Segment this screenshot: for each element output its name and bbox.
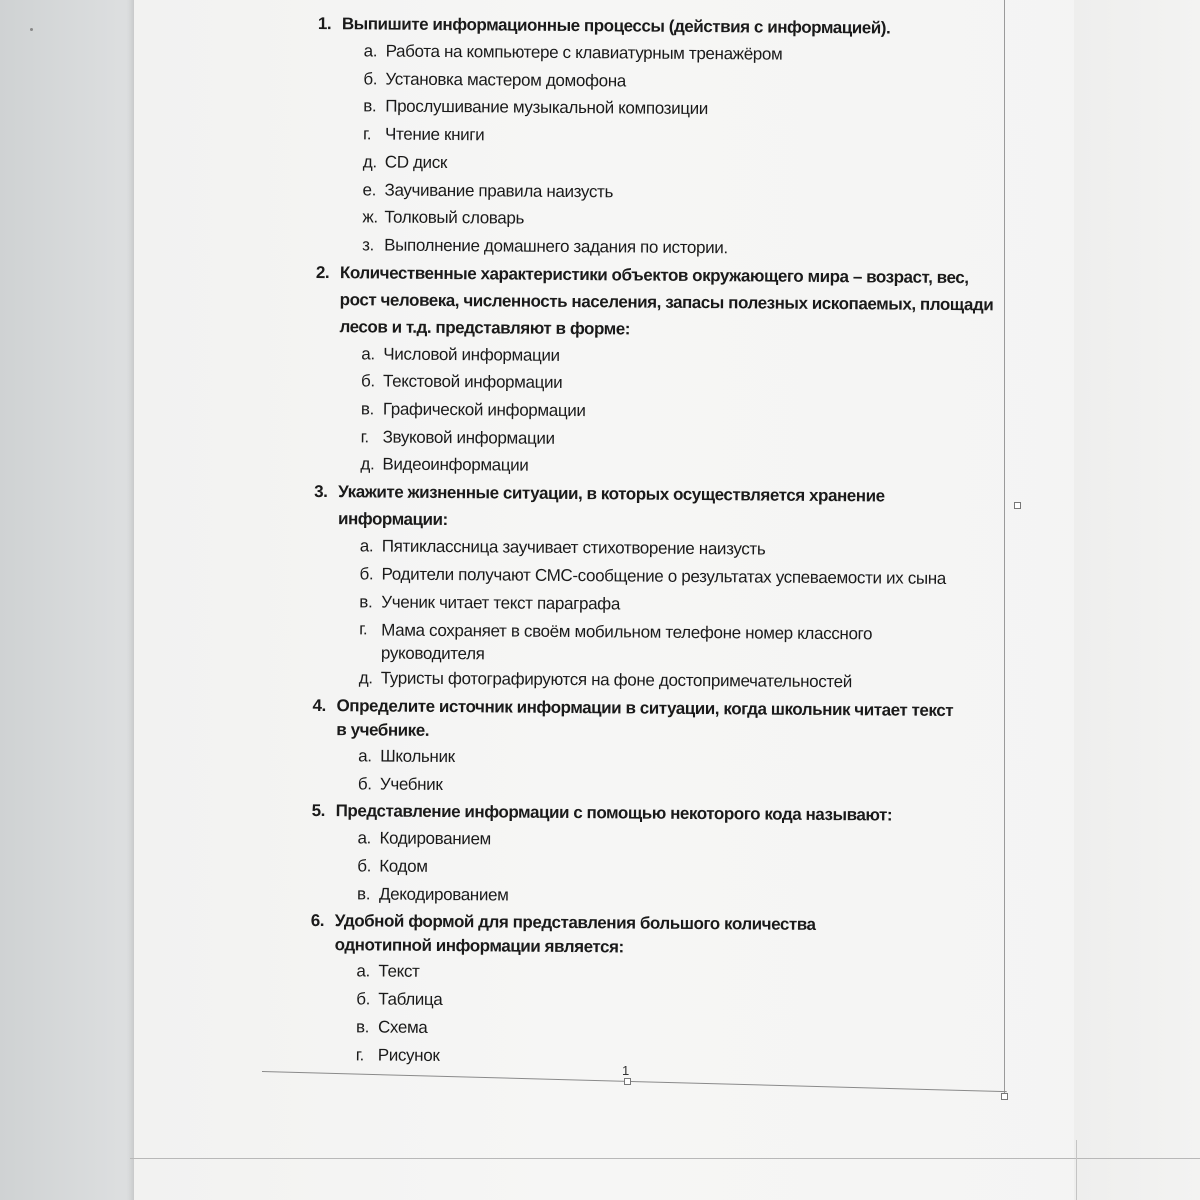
option-letter: б. xyxy=(359,564,374,584)
option-text: Видеоинформации xyxy=(382,454,529,476)
question-4 xyxy=(312,692,993,803)
option-text: Выполнение домашнего задания по истории. xyxy=(384,235,728,258)
option-text: Кодированием xyxy=(379,828,492,849)
question-number: 3. xyxy=(314,482,328,502)
option-text: Чтение книги xyxy=(384,124,485,145)
question-text: Количественные характеристики объектов окружающего мира – возраст, вес, рост человека, численность населения, запасы полезных ископаемых, площади лесов и т.д. представляют в форме: xyxy=(339,262,994,339)
question-text: Укажите жизненные ситуации, в которых осуществляется хранение информации: xyxy=(337,482,885,530)
option-letter: е. xyxy=(362,179,377,199)
page-right-margin xyxy=(1074,0,1200,1200)
option-text: Ученик читает текст параграфа xyxy=(381,592,621,613)
option-letter: в. xyxy=(359,591,373,611)
answer-options xyxy=(312,742,992,803)
question-text: Представление информации с помощью некоторого кода называют: xyxy=(335,801,893,825)
option-letter: б. xyxy=(357,856,372,876)
question-6 xyxy=(310,907,991,1073)
option-letter: з. xyxy=(362,235,375,255)
option-text: Заучивание правила наизусть xyxy=(384,180,614,201)
option-letter: г. xyxy=(359,619,368,639)
question-number: 4. xyxy=(312,695,326,716)
question-number: 1. xyxy=(317,13,332,34)
question-text: Определите источник информации в ситуации, когда школьник читает текст в учебнике. xyxy=(336,696,954,740)
answer-options xyxy=(314,340,995,484)
option-text: Декодированием xyxy=(378,884,509,905)
option-text: Прослушивание музыкальной композиции xyxy=(385,96,709,119)
answer-options xyxy=(313,532,994,697)
option-letter: а. xyxy=(363,41,378,61)
resize-handle-right[interactable] xyxy=(1014,502,1021,509)
option-text: Учебник xyxy=(379,774,443,794)
option-letter: а. xyxy=(359,536,374,556)
option-text: Графической информации xyxy=(382,399,586,421)
option-letter: а. xyxy=(357,828,372,848)
option-letter: б. xyxy=(361,371,375,391)
option-letter: а. xyxy=(358,746,372,766)
option-letter: б. xyxy=(356,989,371,1009)
option-letter: в. xyxy=(356,884,371,904)
answer-option xyxy=(356,1041,990,1074)
option-text: Туристы фотографируются на фоне достопримечательностей xyxy=(380,668,853,692)
option-text: Рисунок xyxy=(377,1045,440,1065)
option-letter: д. xyxy=(360,454,375,474)
page-edge-line xyxy=(1076,1140,1077,1200)
option-text: Установка мастером домофона xyxy=(385,69,626,91)
option-text: Текстовой информации xyxy=(383,371,563,393)
option-letter: в. xyxy=(355,1017,370,1037)
option-text: Звуковой информации xyxy=(382,427,555,448)
answer-options xyxy=(310,957,991,1073)
resize-handle-bottom[interactable] xyxy=(624,1078,631,1085)
answer-options xyxy=(311,824,992,912)
option-text: Числовой информации xyxy=(383,344,560,365)
option-letter: б. xyxy=(363,69,378,89)
option-text: Школьник xyxy=(380,746,455,767)
option-text: Текст xyxy=(378,961,420,982)
question-text: Выпишите информационные процессы (действия с информацией). xyxy=(341,14,891,38)
option-text: CD диск xyxy=(384,152,448,172)
question-3 xyxy=(313,478,995,697)
option-letter: г. xyxy=(360,427,369,447)
option-text: Схема xyxy=(377,1017,428,1037)
screen-speck xyxy=(30,28,33,31)
option-text: Толковый словарь xyxy=(384,207,525,228)
question-text: Удобной формой для представления большого количества однотипной информации является: xyxy=(334,911,816,957)
option-letter: в. xyxy=(360,399,375,419)
option-text: Мама сохраняет в своём мобильном телефоне номер классного руководителя xyxy=(380,620,873,664)
option-text: Пятиклассница заучивает стихотворение наизусть xyxy=(381,536,766,559)
option-text: Родители получают СМС-сообщение о результатах успеваемости их сына xyxy=(381,564,946,588)
option-letter: д. xyxy=(358,668,373,688)
option-letter: а. xyxy=(361,343,375,364)
question-number: 6. xyxy=(310,911,325,931)
question-number: 5. xyxy=(311,801,326,821)
option-text: Кодом xyxy=(379,856,428,876)
option-letter: г. xyxy=(362,124,372,144)
option-text: Работа на компьютере с клавиатурным тренажёром xyxy=(385,41,783,64)
page-number: 1 xyxy=(622,1063,630,1078)
option-letter: а. xyxy=(356,961,371,981)
option-text: Таблица xyxy=(378,989,443,1010)
question-number: 2. xyxy=(315,262,330,282)
question-1 xyxy=(316,10,998,264)
option-letter: д. xyxy=(362,152,377,172)
text-boundary-right xyxy=(1004,0,1005,1097)
answer-option xyxy=(359,616,993,670)
question-5 xyxy=(311,797,992,912)
option-letter: б. xyxy=(357,773,372,794)
option-letter: г. xyxy=(355,1044,365,1064)
option-letter: в. xyxy=(363,96,377,116)
resize-handle-corner[interactable] xyxy=(1001,1093,1008,1100)
question-list xyxy=(310,10,998,1074)
answer-options xyxy=(316,37,998,264)
page-break-line xyxy=(130,1158,1200,1159)
option-letter: ж. xyxy=(362,207,378,227)
question-2 xyxy=(314,259,996,484)
